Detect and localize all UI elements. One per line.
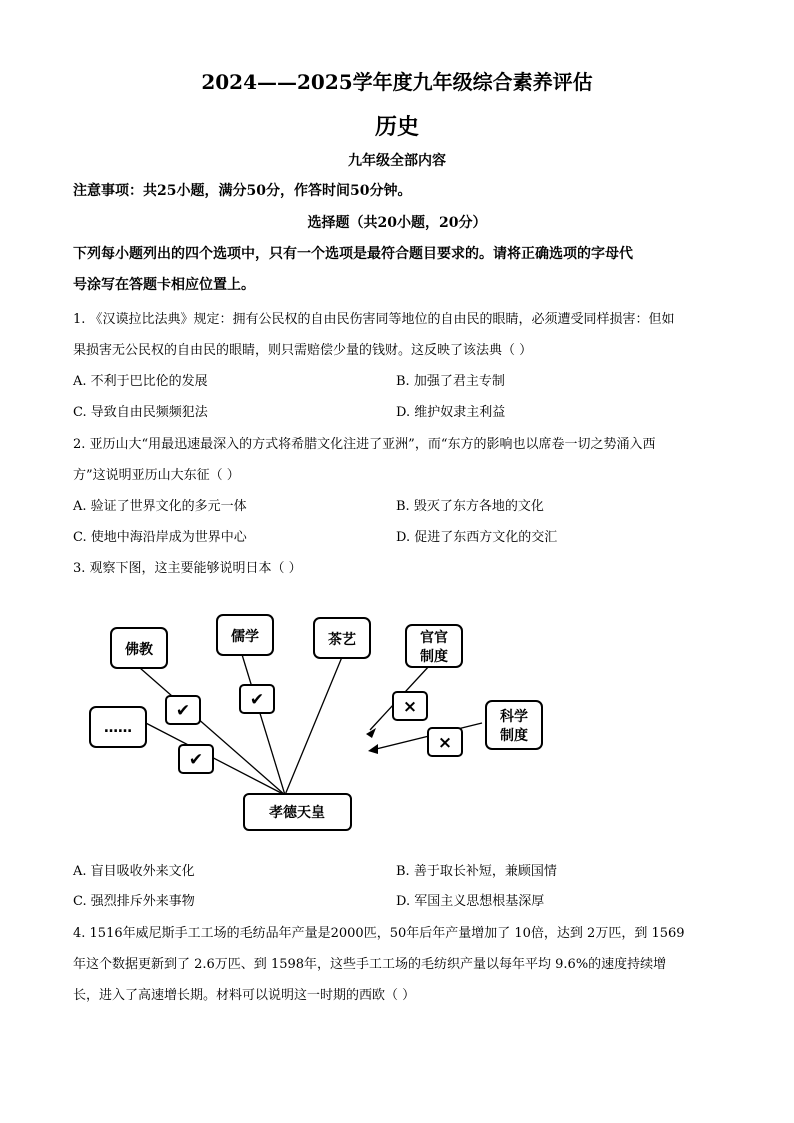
node-label-rejected-2b: 制度 <box>500 728 528 744</box>
section-instruction-line: 号涂写在答题卡相应位置上。 <box>73 277 255 293</box>
option-b: B. 加强了君主专制 <box>396 374 505 389</box>
check-mark-icon: ✔ <box>175 701 191 721</box>
section-instruction-line: 下列每小题列出的四个选项中，只有一个选项是最符合题目要求的。请将正确选项的字母代 <box>73 246 633 262</box>
node-label-center: 孝德天皇 <box>269 805 325 821</box>
option-a: A. 盲目吸收外来文化 <box>73 864 195 879</box>
node-label-rejected-2a: 科学 <box>500 709 528 725</box>
option-b: B. 毁灭了东方各地的文化 <box>396 499 544 514</box>
arrowhead <box>368 744 378 754</box>
question-text-line: 方”这说明亚历山大东征（ ） <box>73 468 240 483</box>
question-text-line: 1. 《汉谟拉比法典》规定：拥有公民权的自由民伤害同等地位的自由民的眼睛，必须遭受同样损害：但如 <box>73 312 675 327</box>
exam-scope: 九年级全部内容 <box>348 153 446 169</box>
cross-mark-icon: × <box>402 697 418 717</box>
option-d: D. 维护奴隶主利益 <box>396 405 506 420</box>
question-text-line: 长，进入了高速增长期。材料可以说明这一时期的西欧（ ） <box>73 988 416 1003</box>
node-label-ellipsis: …… <box>104 720 132 736</box>
check-mark-icon: ✔ <box>249 690 265 710</box>
question-text-line: 年这个数据更新到了 2.6万匹、到 1598年，这些手工工场的毛纺织产量以每年平均 9.6%的速度持续增 <box>73 957 667 972</box>
exam-title: 2024——2025学年度九年级综合素养评估 <box>201 70 593 94</box>
subject-title: 历史 <box>374 114 419 140</box>
option-d: D. 军国主义思想根基深厚 <box>396 894 545 909</box>
option-a: A. 验证了世界文化的多元一体 <box>73 499 247 514</box>
connector-line <box>240 648 285 795</box>
question-text-line: 果损害无公民权的自由民的眼睛，则只需赔偿少量的钱财。这反映了该法典（ ） <box>73 343 533 358</box>
japan-culture-diagram <box>80 610 560 840</box>
node-label-confucianism: 儒学 <box>231 629 259 645</box>
section-title: 选择题（共20小题，20分） <box>307 215 487 231</box>
question-text-line: 2. 亚历山大“用最迅速最深入的方式将希腊文化注进了亚洲”，而“东方的影响也以席卷一切之势涌入西 <box>73 437 656 452</box>
option-b: B. 善于取长补短，兼顾国情 <box>396 864 557 879</box>
option-d: D. 促进了东西方文化的交汇 <box>396 530 558 545</box>
node-label-buddhism: 佛教 <box>125 642 153 658</box>
node-label-tea: 茶艺 <box>328 632 356 648</box>
option-c: C. 强烈排斥外来事物 <box>73 894 195 909</box>
check-mark-icon: ✔ <box>188 750 204 770</box>
question-text-line: 3. 观察下图，这主要能够说明日本（ ） <box>73 561 302 576</box>
node-label-rejected-1b: 制度 <box>420 649 448 665</box>
option-c: C. 使地中海沿岸成为世界中心 <box>73 530 247 545</box>
node-label-rejected-1a: 官官 <box>420 630 448 646</box>
exam-notice: 注意事项：共25小题，满分50分，作答时间50分钟。 <box>73 183 412 199</box>
question-text-line: 4. 1516年威尼斯手工工场的毛纺品年产量是2000匹，50年后年产量增加了 10倍，达到 2万匹，到 1569 <box>73 926 685 941</box>
option-c: C. 导致自由民频频犯法 <box>73 405 208 420</box>
cross-mark-icon: × <box>437 733 453 753</box>
option-a: A. 不利于巴比伦的发展 <box>73 374 208 389</box>
connector-line <box>285 657 342 795</box>
